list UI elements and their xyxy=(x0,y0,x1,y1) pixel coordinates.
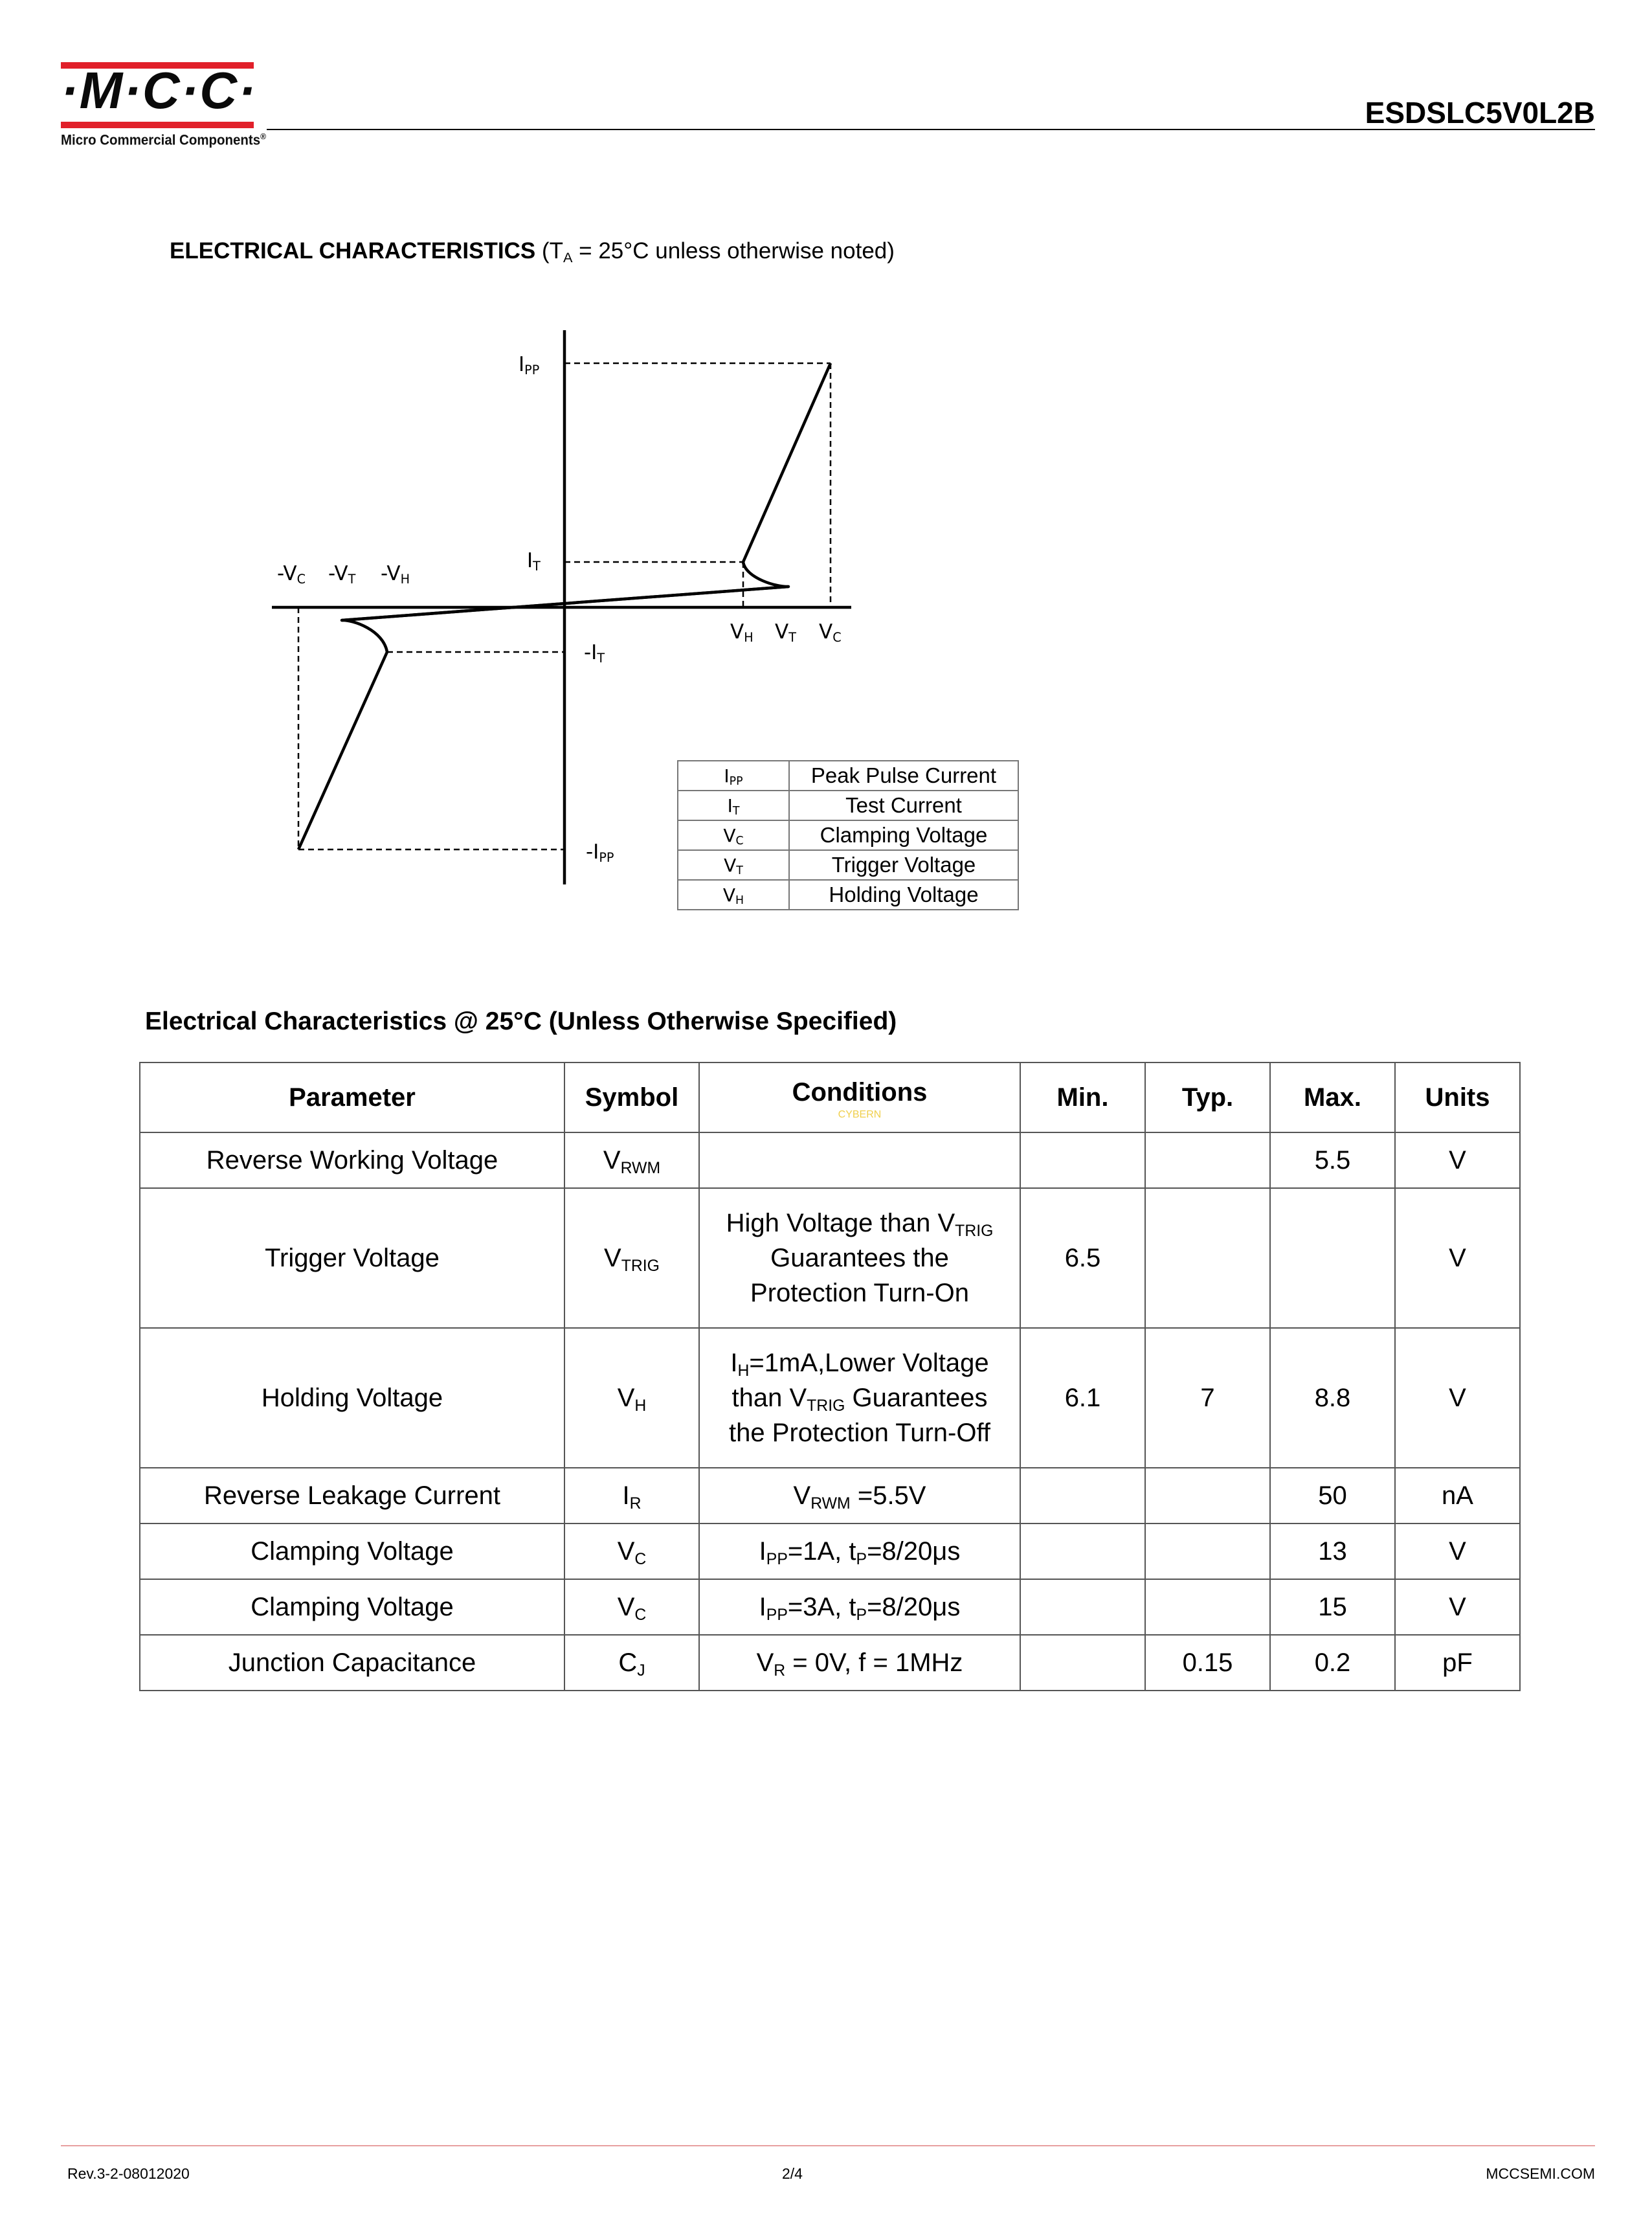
legend-description: Clamping Voltage xyxy=(789,820,1018,850)
cell-min xyxy=(1020,1132,1145,1188)
header-typ: Typ. xyxy=(1145,1062,1270,1132)
legend-symbol: $I_T$ xyxy=(678,791,789,820)
legend-symbol: $V_H$ xyxy=(678,880,789,910)
legend-symbol: $V_T$ xyxy=(678,850,789,880)
legend-row xyxy=(678,761,1018,791)
cell-typ xyxy=(1145,1132,1270,1188)
cell-conditions: $V_R = 0V$, f = 1MHz xyxy=(699,1635,1020,1691)
cell-max: 5.5 xyxy=(1270,1132,1395,1188)
legend-symbol: $V_C$ xyxy=(678,820,789,850)
cell-parameter: Reverse Leakage Current xyxy=(140,1468,564,1523)
section-title-specifications: Electrical Characteristics @ 25°C (Unless Otherwise Specified) xyxy=(145,1007,897,1035)
cell-max xyxy=(1270,1188,1395,1328)
header-conditions: Conditions CYBERN xyxy=(699,1062,1020,1132)
cell-symbol: $V_{TRIG}$ xyxy=(564,1188,699,1328)
cell-typ xyxy=(1145,1579,1270,1635)
cell-symbol: $C_J$ xyxy=(564,1635,699,1691)
cell-conditions: High Voltage than $V_{TRIG}$ Guarantees the Protection Turn-On xyxy=(699,1188,1020,1328)
cell-symbol: $V_C$ xyxy=(564,1523,699,1579)
cell-symbol: $V_C$ xyxy=(564,1579,699,1635)
legend-row xyxy=(678,791,1018,820)
header-units: Units xyxy=(1395,1062,1520,1132)
label-neg-vh: $-V_H$ xyxy=(381,562,410,587)
logo-subtitle: Micro Commercial Components® xyxy=(61,131,267,148)
cell-max: 0.2 xyxy=(1270,1635,1395,1691)
cell-max: 13 xyxy=(1270,1523,1395,1579)
cell-min xyxy=(1020,1635,1145,1691)
cell-conditions: $I_H=1mA,Lower$ Voltage than $V_{TRIG}$ Guarantees the Protection Turn-Off xyxy=(699,1328,1020,1468)
legend-row xyxy=(678,850,1018,880)
cell-min: 6.5 xyxy=(1020,1188,1145,1328)
electrical-characteristics-table xyxy=(139,1062,1521,1691)
label-neg-vc: $-V_C$ xyxy=(277,562,306,587)
table-row xyxy=(140,1328,1520,1468)
cell-min: 6.1 xyxy=(1020,1328,1145,1468)
cell-symbol: $V_H$ xyxy=(564,1328,699,1468)
cell-conditions xyxy=(699,1132,1020,1188)
cell-typ xyxy=(1145,1188,1270,1328)
label-vc: $V_C$ xyxy=(819,620,842,646)
table-header-row xyxy=(140,1062,1520,1132)
table-row xyxy=(140,1635,1520,1691)
cell-conditions: $I_{PP}=3A$, $t_P=8/20\mu s$ xyxy=(699,1579,1020,1635)
cell-min xyxy=(1020,1579,1145,1635)
cell-units: pF xyxy=(1395,1635,1520,1691)
header-min: Min. xyxy=(1020,1062,1145,1132)
cell-min xyxy=(1020,1523,1145,1579)
section-title-characteristics: ELECTRICAL CHARACTERISTICS ($T_A = 25^\circ C$ unless otherwise noted) xyxy=(170,238,895,266)
legend-symbol: $I_{PP}$ xyxy=(678,761,789,791)
cell-parameter: Clamping Voltage xyxy=(140,1523,564,1579)
positive-iv-curve xyxy=(342,363,831,620)
table-row xyxy=(140,1579,1520,1635)
legend-row xyxy=(678,880,1018,910)
cell-units: V xyxy=(1395,1579,1520,1635)
cell-typ xyxy=(1145,1523,1270,1579)
legend-description: Trigger Voltage xyxy=(789,850,1018,880)
footer-revision: Rev.3-2-08012020 xyxy=(67,2165,190,2182)
label-it: $I_T$ xyxy=(527,549,541,574)
part-number: ESDSLC5V0L2B xyxy=(1365,96,1595,129)
cell-typ xyxy=(1145,1468,1270,1523)
cell-units: V xyxy=(1395,1132,1520,1188)
header-parameter: Parameter xyxy=(140,1062,564,1132)
logo: ·M·C·C· xyxy=(61,62,257,119)
cell-parameter: Trigger Voltage xyxy=(140,1188,564,1328)
legend-description: Holding Voltage xyxy=(789,880,1018,910)
table-row xyxy=(140,1523,1520,1579)
footer-website: MCCSEMI.COM xyxy=(1486,2165,1595,2182)
label-neg-vt: $-V_T$ xyxy=(328,562,356,587)
cell-parameter: Clamping Voltage xyxy=(140,1579,564,1635)
watermark-text: CYBERN xyxy=(838,1109,882,1120)
legend-row xyxy=(678,820,1018,850)
table-row xyxy=(140,1132,1520,1188)
cell-symbol: $V_{RWM}$ xyxy=(564,1132,699,1188)
cell-parameter: Holding Voltage xyxy=(140,1328,564,1468)
label-neg-ipp: $-I_{PP}$ xyxy=(586,840,614,866)
label-neg-it: $-I_T$ xyxy=(584,641,605,666)
label-vh: $V_H$ xyxy=(730,620,753,646)
header-symbol: Symbol xyxy=(564,1062,699,1132)
cell-max: 15 xyxy=(1270,1579,1395,1635)
cell-max: 50 xyxy=(1270,1468,1395,1523)
symbol-legend-table xyxy=(677,760,1019,910)
cell-conditions: $V_{RWM} =5.5V$ xyxy=(699,1468,1020,1523)
cell-units: nA xyxy=(1395,1468,1520,1523)
cell-units: V xyxy=(1395,1523,1520,1579)
cell-parameter: Reverse Working Voltage xyxy=(140,1132,564,1188)
cell-max: 8.8 xyxy=(1270,1328,1395,1468)
legend-description: Peak Pulse Current xyxy=(789,761,1018,791)
cell-symbol: $I_R$ xyxy=(564,1468,699,1523)
cell-conditions: $I_{PP}=1A$, $t_P=8/20\mu s$ xyxy=(699,1523,1020,1579)
footer-page-number: 2/4 xyxy=(782,2165,803,2182)
cell-units: V xyxy=(1395,1328,1520,1468)
cell-typ: 7 xyxy=(1145,1328,1270,1468)
label-vt: $V_T$ xyxy=(775,620,796,646)
cell-units: V xyxy=(1395,1188,1520,1328)
cell-min xyxy=(1020,1468,1145,1523)
cell-parameter: Junction Capacitance xyxy=(140,1635,564,1691)
legend-description: Test Current xyxy=(789,791,1018,820)
cell-typ: 0.15 xyxy=(1145,1635,1270,1691)
header-max: Max. xyxy=(1270,1062,1395,1132)
table-row xyxy=(140,1468,1520,1523)
label-ipp: $I_{PP}$ xyxy=(519,353,540,378)
footer-rule xyxy=(61,2145,1595,2146)
table-row xyxy=(140,1188,1520,1328)
